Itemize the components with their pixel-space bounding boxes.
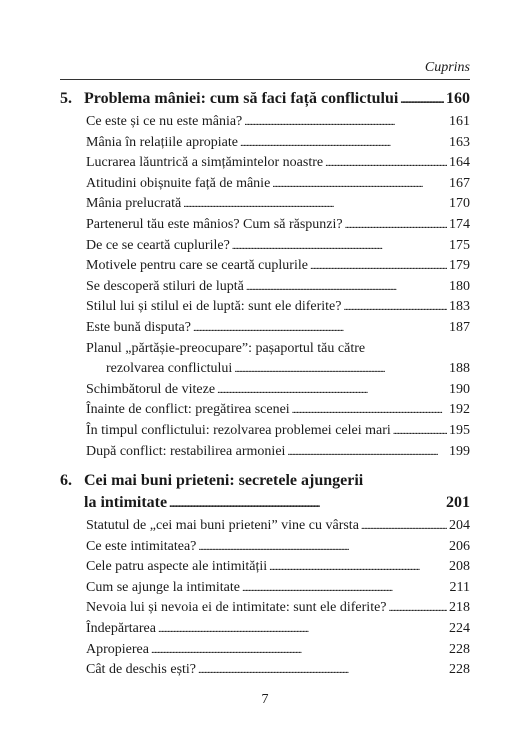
entry-label: Cum se ajunge la intimitate	[86, 579, 240, 595]
chapter-heading	[60, 472, 470, 518]
entry-label: Motivele pentru care se ceartă cuplurile	[86, 258, 308, 274]
toc-entry	[86, 258, 470, 279]
entry-page: 175	[449, 237, 470, 253]
entry-label: Schimbătorul de viteze	[86, 381, 216, 397]
entry-label: După conflict: restabilirea armoniei	[86, 443, 286, 459]
chapter-entries	[60, 114, 470, 464]
chapter-heading	[60, 90, 470, 114]
toc-entry	[86, 341, 470, 382]
toc-entry	[86, 621, 470, 642]
entry-page: 161	[449, 114, 470, 129]
dot-leader	[345, 217, 447, 233]
toc-entry	[86, 238, 470, 259]
entry-page: 164	[449, 155, 470, 171]
toc-entry	[86, 114, 470, 135]
dot-leader	[269, 559, 447, 575]
running-head: Cuprins	[424, 60, 470, 75]
chapter-title-line2: la intimitate	[84, 494, 168, 512]
entry-label: Lucrarea lăuntrică a simțămintelor noastre	[86, 155, 324, 171]
dot-leader	[361, 518, 447, 534]
toc-entry	[86, 444, 470, 465]
entry-label-line1: Planul „părtășie-preocupare”: pașaportul tău către	[86, 340, 366, 356]
dot-leader	[242, 580, 448, 596]
entry-page: 195	[449, 422, 470, 438]
chapter-title: Problema mâniei: cum să faci față conflictului	[84, 90, 399, 107]
dot-leader	[183, 196, 447, 212]
dot-leader	[169, 494, 444, 512]
entry-page: 228	[449, 662, 470, 678]
chapter-number: 6.	[60, 472, 72, 490]
page-number: 7	[261, 692, 269, 707]
entry-label: Stilul lui și stilul ei de luptă: sunt ele diferite?	[86, 299, 342, 315]
dot-leader	[193, 320, 447, 336]
toc-entry	[86, 155, 470, 176]
toc-entry	[86, 600, 470, 621]
toc-entry	[86, 402, 470, 423]
entry-page: 218	[449, 600, 470, 616]
entry-label: Partenerul tău este mânios? Cum să răspunzi?	[86, 216, 343, 232]
dot-leader	[246, 279, 447, 295]
header-rule	[60, 79, 470, 80]
toc-entry	[86, 196, 470, 217]
entry-label: Înainte de conflict: pregătirea scenei	[86, 402, 290, 418]
toc-entry	[86, 320, 470, 341]
toc-entry	[86, 518, 470, 539]
entry-page: 170	[449, 196, 470, 212]
dot-leader	[198, 662, 447, 678]
entry-label: Cele patru aspecte ale intimității	[86, 559, 268, 575]
dot-leader	[234, 361, 447, 377]
toc-entry	[86, 135, 470, 156]
toc-entry	[86, 662, 470, 683]
dot-leader	[393, 423, 447, 439]
entry-page: 163	[449, 134, 470, 150]
entry-page: 188	[449, 361, 470, 377]
entry-page: 192	[449, 402, 470, 418]
toc-entry	[86, 176, 470, 197]
toc-entry	[86, 299, 470, 320]
toc-entry	[86, 580, 470, 601]
chapter-page: 201	[446, 494, 470, 512]
entry-label: Îndepărtarea	[86, 621, 156, 637]
dot-leader	[310, 258, 447, 274]
toc-entry	[86, 423, 470, 444]
entry-page: 204	[449, 518, 470, 534]
entry-page: 174	[449, 216, 470, 232]
entry-label: Ce este intimitatea?	[86, 538, 197, 554]
entry-page: 206	[449, 538, 470, 554]
dot-leader	[325, 155, 447, 171]
entry-label-line2: rezolvarea conflictului	[106, 361, 233, 377]
entry-label: Mânia în relațiile apropiate	[86, 134, 238, 150]
entry-page: 224	[449, 621, 470, 637]
toc-entry	[86, 382, 470, 403]
entry-label: Atitudini obișnuite față de mânie	[86, 175, 271, 191]
entry-label: Nevoia lui și nevoia ei de intimitate: sunt ele diferite?	[86, 600, 387, 616]
entry-page: 167	[449, 175, 470, 191]
entry-page: 228	[449, 641, 470, 657]
table-of-contents	[60, 90, 470, 683]
dot-leader	[389, 600, 447, 616]
dot-leader	[272, 176, 447, 192]
chapter-entries	[60, 518, 470, 683]
dot-leader	[287, 444, 447, 460]
entry-label: Ce este și ce nu este mânia?	[86, 114, 243, 129]
toc-entry	[86, 217, 470, 238]
toc-entry	[86, 539, 470, 560]
dot-leader	[232, 238, 447, 254]
entry-page: 208	[449, 559, 470, 575]
dot-leader	[292, 402, 447, 418]
entry-page: 199	[449, 443, 470, 459]
dot-leader	[343, 299, 447, 315]
dot-leader	[198, 539, 447, 555]
entry-label: Cât de deschis ești?	[86, 662, 197, 678]
chapter-title-line1: Cei mai buni prieteni: secretele ajungerii	[84, 472, 364, 490]
toc-entry	[86, 559, 470, 580]
entry-page: 183	[449, 299, 470, 315]
entry-label: În timpul conflictului: rezolvarea problemei celei mari	[86, 422, 391, 438]
entry-label: Apropierea	[86, 641, 149, 657]
entry-page: 180	[449, 278, 470, 294]
entry-page: 211	[449, 579, 470, 595]
dot-leader	[244, 114, 447, 130]
entry-label: Este bună disputa?	[86, 319, 191, 335]
dot-leader	[151, 642, 447, 658]
entry-label: Mânia prelucrată	[86, 196, 182, 212]
toc-entry	[86, 642, 470, 663]
entry-page: 187	[449, 319, 470, 335]
entry-label: De ce se ceartă cuplurile?	[86, 237, 230, 253]
chapter-number: 5.	[60, 90, 72, 107]
dot-leader	[400, 90, 444, 108]
entry-page: 190	[449, 381, 470, 397]
chapter-page: 160	[446, 90, 470, 107]
entry-label: Statutul de „cei mai buni prieteni” vine cu vârsta	[86, 518, 359, 534]
dot-leader	[217, 382, 447, 398]
entry-label: Se descoperă stiluri de luptă	[86, 278, 244, 294]
toc-entry	[86, 279, 470, 300]
entry-page: 179	[449, 258, 470, 274]
dot-leader	[158, 621, 447, 637]
dot-leader	[240, 135, 447, 151]
